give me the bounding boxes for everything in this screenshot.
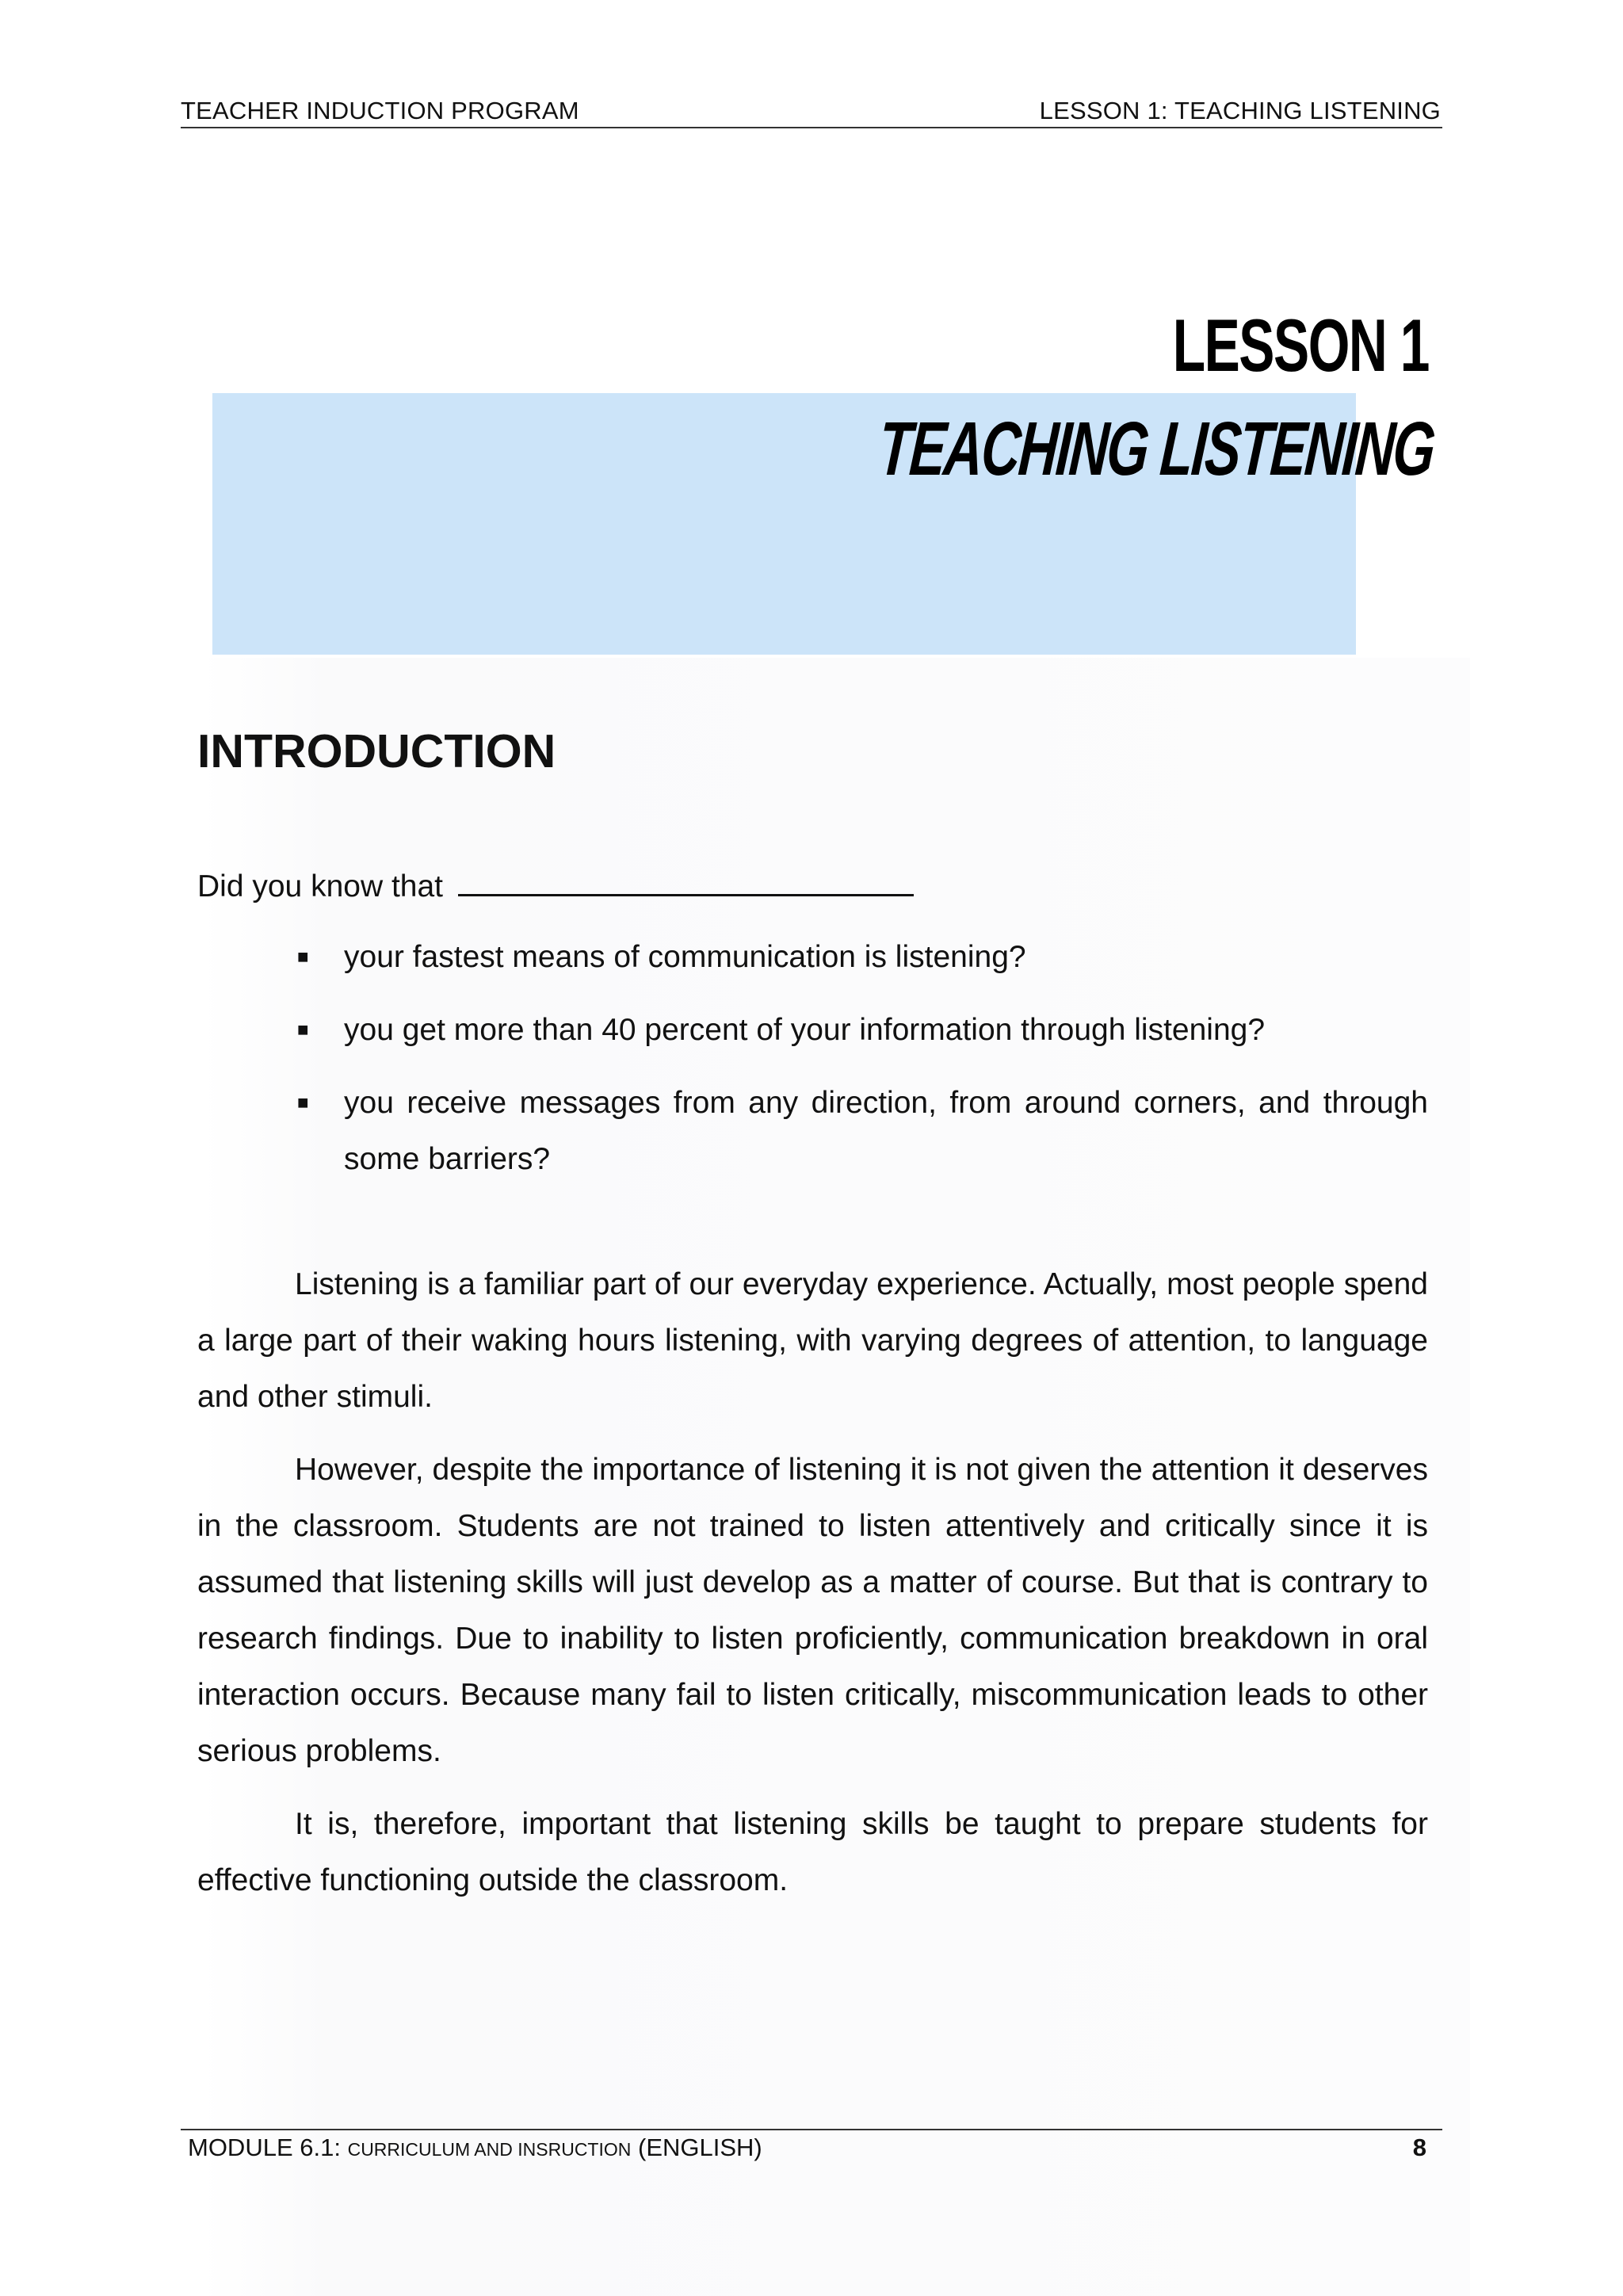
section-heading: INTRODUCTION bbox=[197, 725, 556, 777]
list-item-text: you get more than 40 percent of your information through listening? bbox=[344, 1013, 1266, 1047]
intro-prompt-text: Did you know that bbox=[197, 869, 444, 904]
bullet-list bbox=[295, 929, 1428, 1204]
page-number: 8 bbox=[1412, 2134, 1426, 2161]
body-text bbox=[197, 1256, 1428, 1925]
running-header-left: TEACHER INDUCTION PROGRAM bbox=[181, 97, 579, 124]
lesson-number: LESSON 1 bbox=[1172, 304, 1429, 387]
square-bullet-icon: ■ bbox=[297, 946, 309, 968]
square-bullet-icon: ■ bbox=[297, 1092, 309, 1114]
list-item-text: your fastest means of communication is listening? bbox=[344, 940, 1026, 974]
footer-language: (ENGLISH) bbox=[638, 2134, 762, 2161]
list-item bbox=[295, 1075, 1428, 1187]
header-rule bbox=[181, 127, 1442, 128]
paragraph: It is, therefore, important that listening skills be taught to prepare students for effective functioning outside the classroom. bbox=[197, 1807, 1428, 1897]
running-header-right: LESSON 1: TEACHING LISTENING bbox=[1039, 97, 1441, 124]
lesson-title: TEACHING LISTENING bbox=[875, 407, 1437, 491]
square-bullet-icon: ■ bbox=[297, 1019, 309, 1041]
paragraph: However, despite the importance of listening it is not given the attention it deserves in the classroom. Students are not trained to listen attentively and critically since it is assumed that listening skills will just develop as a matter of course. But that is contrary to research findings. Due to inability to listen proficiently, communication breakdown in oral interaction occurs. Because many fail to listen critically, miscommunication leads to other serious problems. bbox=[197, 1453, 1428, 1768]
paragraph: Listening is a familiar part of our everyday experience. Actually, most people spend a large part of their waking hours listening, with varying degrees of attention, to language and other stimuli. bbox=[197, 1267, 1428, 1414]
list-item bbox=[295, 1002, 1428, 1058]
fill-in-blank bbox=[458, 862, 914, 896]
list-item bbox=[295, 929, 1428, 985]
running-footer bbox=[188, 2134, 762, 2162]
footer-rule bbox=[181, 2129, 1442, 2130]
footer-module: MODULE 6.1: bbox=[188, 2134, 341, 2161]
footer-course: CURRICULUM AND INSRUCTION bbox=[347, 2139, 632, 2160]
list-item-text: you receive messages from any direction, from around corners, and through some barriers? bbox=[344, 1086, 1428, 1176]
intro-prompt bbox=[197, 862, 914, 904]
